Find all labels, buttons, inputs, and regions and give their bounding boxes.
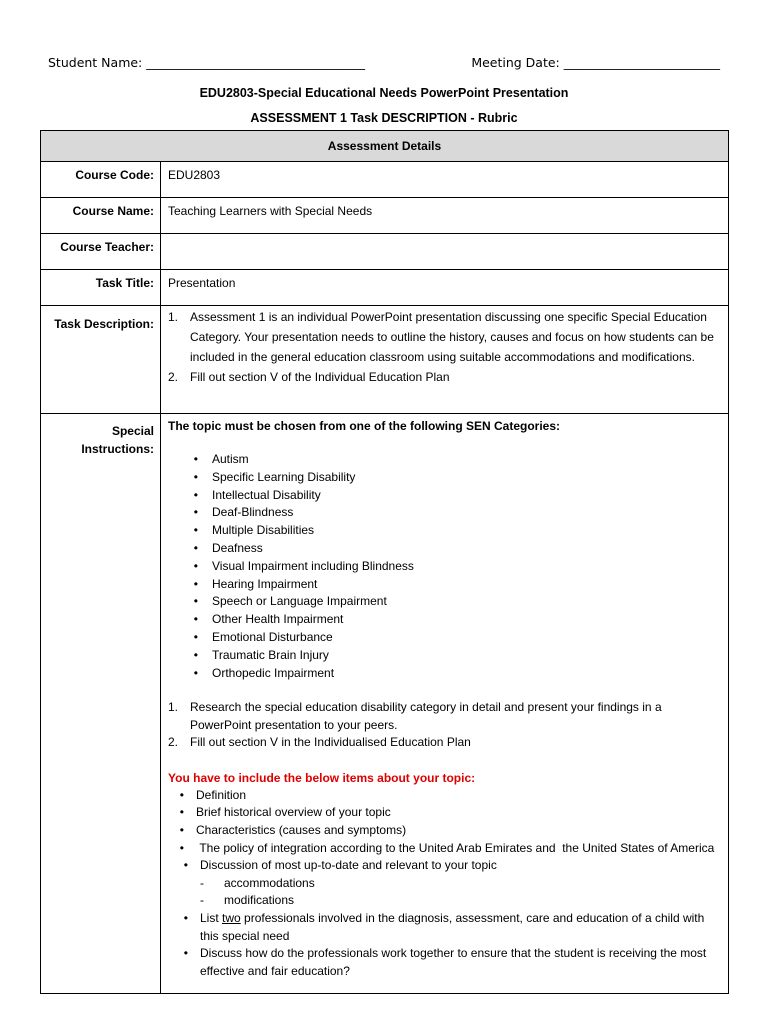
row-special-instructions <box>41 414 729 994</box>
task-title-value: Presentation <box>161 270 729 306</box>
list-item: • Other Health Impairment <box>193 612 344 627</box>
list-item: 1. Research the special education disability category in detail and present your findings in a PowerPoint presentation to your peers. <box>168 700 662 732</box>
list-item: • Multiple Disabilities <box>193 523 315 538</box>
special-instructions-value <box>161 414 729 994</box>
sub-items-list <box>168 875 724 910</box>
row-task-title <box>41 270 729 306</box>
task-description-item: 1. Assessment 1 is an individual PowerPoint presentation discussing one specific Special Education Category. Your presentation needs to outline the history, causes and focus on how students can be included in the general education classroom using suitable accommodations and modifications. <box>168 310 714 364</box>
include-items-list-2 <box>168 910 724 980</box>
list-item: • Discuss how do the professionals work together to ensure that the student is receiving the most effective and fair education? <box>183 946 707 978</box>
task-title-label: Task Title: <box>41 270 161 306</box>
list-item: • Traumatic Brain Injury <box>193 647 329 662</box>
list-item: • Visual Impairment including Blindness <box>193 558 414 573</box>
rubric-table <box>40 130 729 994</box>
list-item: 2. Fill out section V in the Individualised Education Plan <box>168 735 471 750</box>
steps-list <box>168 699 724 752</box>
include-heading: You have to include the below items about your topic: <box>168 770 476 785</box>
list-item: • Definition <box>179 787 247 802</box>
row-task-description <box>41 306 729 414</box>
sen-categories-list <box>168 451 724 682</box>
include-items-list <box>168 787 724 875</box>
task-description-value <box>161 306 729 414</box>
list-item: • Emotional Disturbance <box>193 629 333 644</box>
special-instructions-label: Special Instructions: <box>41 414 161 994</box>
list-item: • Orthopedic Impairment <box>193 665 335 680</box>
list-item: • Specific Learning Disability <box>193 469 356 484</box>
header-line <box>48 55 720 70</box>
course-teacher-label: Course Teacher: <box>41 234 161 270</box>
topic-intro: The topic must be chosen from one of the following SEN Categories: <box>168 419 561 433</box>
row-course-name <box>41 198 729 234</box>
course-code-label: Course Code: <box>41 162 161 198</box>
meeting-date-field: Meeting Date: _________________________ <box>471 55 720 70</box>
list-item: • Autism <box>193 452 249 466</box>
task-description-item: 2. Fill out section V of the Individual Education Plan <box>168 370 450 384</box>
list-item: • Intellectual Disability <box>193 487 321 502</box>
list-item: - accommodations <box>200 875 315 890</box>
course-name-value: Teaching Learners with Special Needs <box>161 198 729 234</box>
list-item: • Discussion of most up-to-date and relevant to your topic <box>183 858 497 873</box>
course-name-label: Course Name: <box>41 198 161 234</box>
list-item: • The policy of integration according to the United Arab Emirates and the United States of America <box>179 840 715 855</box>
list-item: • Brief historical overview of your topic <box>179 805 391 820</box>
list-item: - modifications <box>200 893 295 908</box>
row-course-teacher <box>41 234 729 270</box>
document-title: EDU2803-Special Educational Needs PowerPoint Presentation <box>199 86 569 100</box>
list-item: • Characteristics (causes and symptoms) <box>179 823 407 838</box>
section-header: Assessment Details <box>41 131 729 162</box>
row-course-code <box>41 162 729 198</box>
task-description-label: Task Description: <box>41 306 161 414</box>
student-name-field: Student Name: ___________________________________ <box>48 55 365 70</box>
list-item: • Hearing Impairment <box>193 576 318 591</box>
list-item: • Deaf-Blindness <box>193 505 294 520</box>
course-teacher-value <box>161 234 729 270</box>
document-subtitle: ASSESSMENT 1 Task DESCRIPTION - Rubric <box>250 111 518 125</box>
list-item: • Speech or Language Impairment <box>193 594 387 609</box>
course-code-value: EDU2803 <box>161 162 729 198</box>
list-item: • Deafness <box>193 540 263 555</box>
list-item: • List two professionals involved in the diagnosis, assessment, care and education of a child with this special need <box>183 911 705 943</box>
